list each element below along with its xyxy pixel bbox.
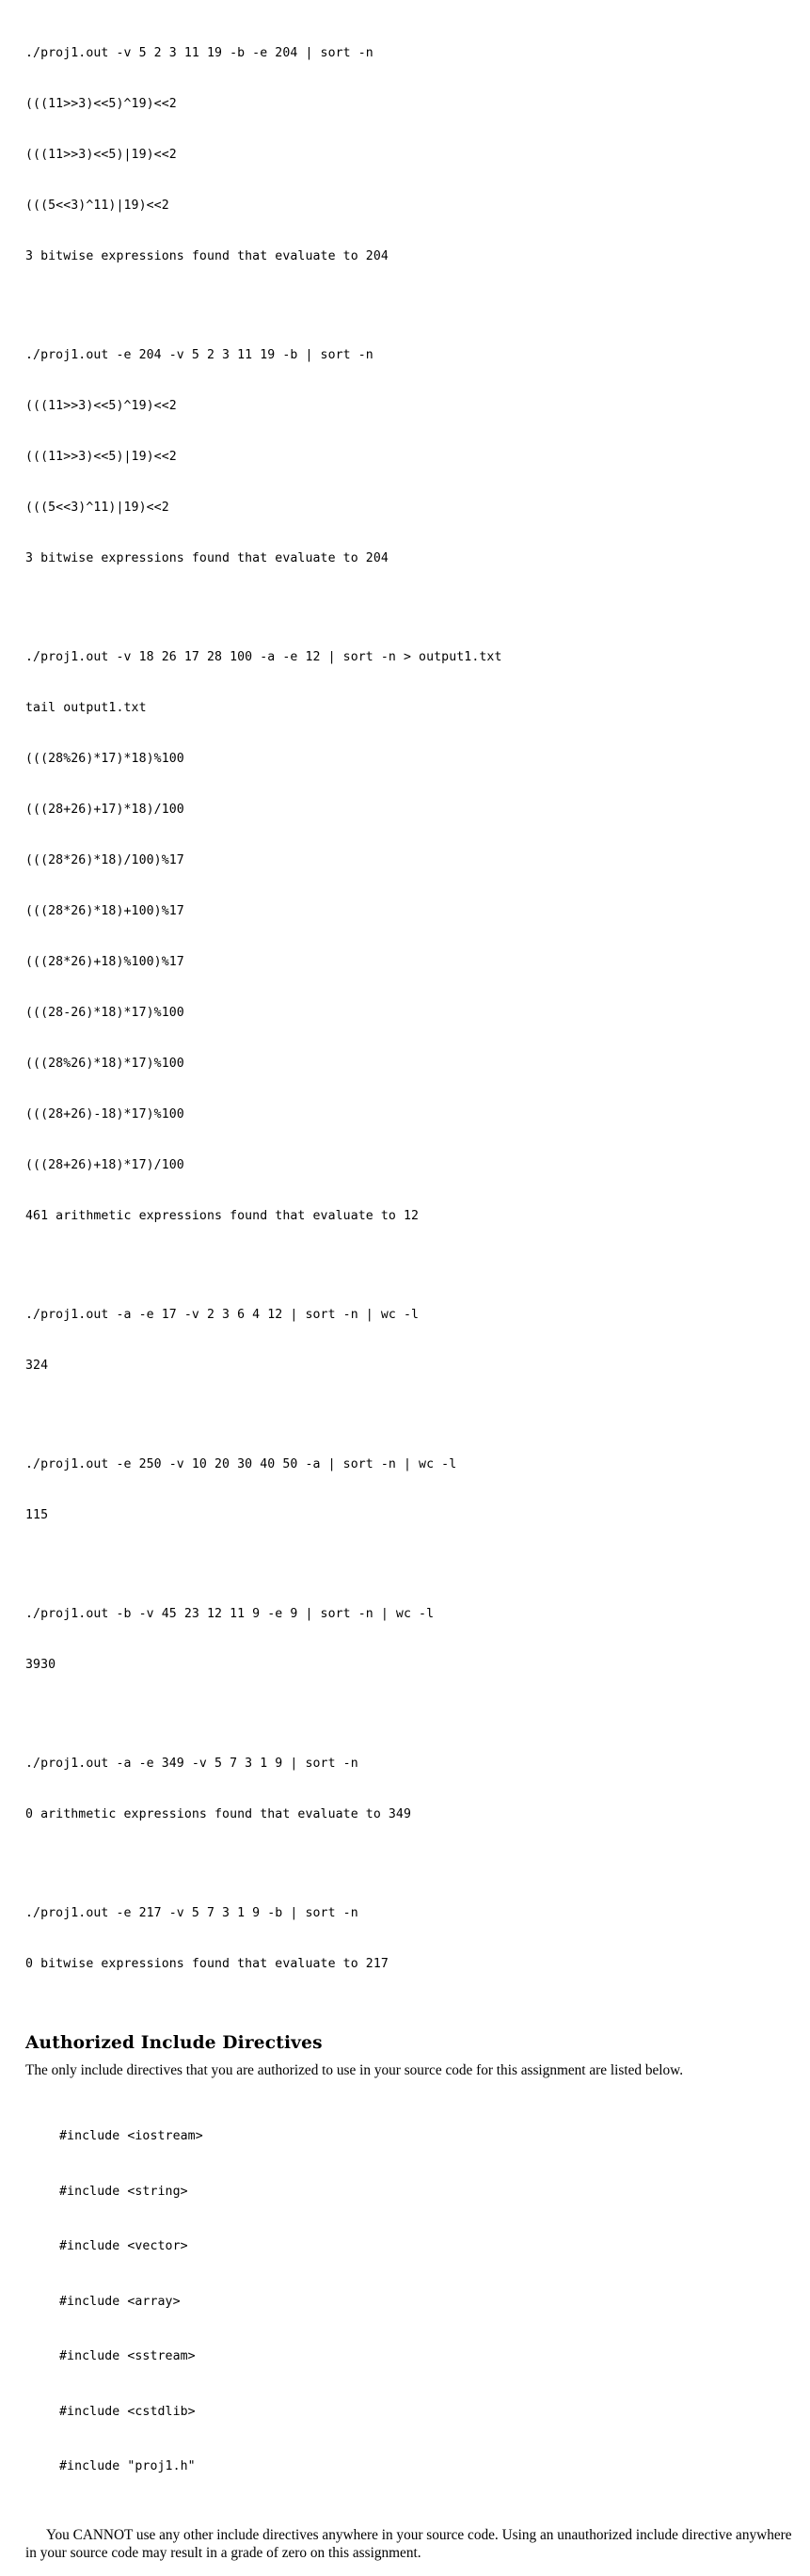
include-directive: #include <array> [59, 2294, 181, 2309]
section-heading: Authorized Include Directives [25, 2033, 323, 2053]
intro-paragraph: The only include directives that you are authorized to use in your source code for this assignment are listed below. [25, 2062, 684, 2078]
terminal-block [25, 1273, 797, 1408]
terminal-block [25, 313, 797, 601]
warning-paragraph: You CANNOT use any other include directives anywhere in your source code. Using an unauthorized include directive anywhere in your source code may result in a grade of zero on this assignment. [25, 2526, 792, 2561]
include-directive: #include <cstdlib> [59, 2404, 196, 2419]
command-line: tail output1.txt [25, 701, 147, 715]
terminal-block [25, 1572, 797, 1708]
command-line: ./proj1.out -e 250 -v 10 20 30 40 50 -a | sort -n | wc -l [25, 1457, 457, 1471]
output-line: (((5<<3)^11)|19)<<2 [25, 199, 169, 213]
output-line: (((28*26)*18)+100)%17 [25, 904, 184, 918]
terminal-block [25, 1423, 797, 1558]
terminal-block [25, 1871, 797, 2007]
output-count: 324 [25, 1359, 49, 1373]
document-page [25, 11, 797, 2576]
output-line: (((28%26)*18)*17)%100 [25, 1057, 184, 1071]
output-line: (((5<<3)^11)|19)<<2 [25, 501, 169, 515]
output-line: (((28-26)*18)*17)%100 [25, 1006, 184, 1020]
terminal-block [25, 615, 797, 1259]
output-summary: 3 bitwise expressions found that evaluate to 204 [25, 551, 389, 565]
output-line: (((28*26)+18)%100)%17 [25, 955, 184, 969]
output-count: 3930 [25, 1658, 56, 1672]
include-directive: #include <iostream> [59, 2129, 203, 2143]
terminal-examples [25, 11, 797, 2007]
output-count: 115 [25, 1508, 49, 1522]
terminal-block [25, 1722, 797, 1857]
output-line: (((28%26)*17)*18)%100 [25, 752, 184, 766]
output-summary: 0 arithmetic expressions found that evaluate to 349 [25, 1807, 412, 1821]
command-line: ./proj1.out -b -v 45 23 12 11 9 -e 9 | sort -n | wc -l [25, 1607, 435, 1621]
command-line: ./proj1.out -v 5 2 3 11 19 -b -e 204 | sort -n [25, 46, 373, 60]
command-line: ./proj1.out -a -e 17 -v 2 3 6 4 12 | sort -n | wc -l [25, 1308, 420, 1322]
output-line: (((11>>3)<<5)|19)<<2 [25, 148, 177, 162]
include-directive: #include <vector> [59, 2239, 188, 2253]
output-line: (((11>>3)<<5)^19)<<2 [25, 399, 177, 413]
command-line: ./proj1.out -v 18 26 17 28 100 -a -e 12 | sort -n > output1.txt [25, 650, 502, 664]
output-line: (((28*26)*18)/100)%17 [25, 853, 184, 867]
output-summary: 3 bitwise expressions found that evaluate to 204 [25, 249, 389, 263]
include-directive: #include <string> [59, 2184, 188, 2199]
command-line: ./proj1.out -e 204 -v 5 2 3 11 19 -b | sort -n [25, 348, 373, 362]
command-line: ./proj1.out -e 217 -v 5 7 3 1 9 -b | sort -n [25, 1906, 358, 1920]
output-line: (((28+26)-18)*17)%100 [25, 1107, 184, 1121]
terminal-block [25, 11, 797, 299]
output-line: (((28+26)+18)*17)/100 [25, 1158, 184, 1172]
output-line: (((11>>3)<<5)^19)<<2 [25, 97, 177, 111]
output-line: (((11>>3)<<5)|19)<<2 [25, 450, 177, 464]
include-directive: #include <sstream> [59, 2349, 196, 2363]
output-line: (((28+26)+17)*18)/100 [25, 803, 184, 817]
output-summary: 461 arithmetic expressions found that evaluate to 12 [25, 1209, 420, 1223]
include-directive: #include "proj1.h" [59, 2459, 196, 2473]
include-directive-list [59, 2092, 797, 2512]
output-summary: 0 bitwise expressions found that evaluate to 217 [25, 1957, 389, 1971]
command-line: ./proj1.out -a -e 349 -v 5 7 3 1 9 | sort -n [25, 1757, 358, 1771]
